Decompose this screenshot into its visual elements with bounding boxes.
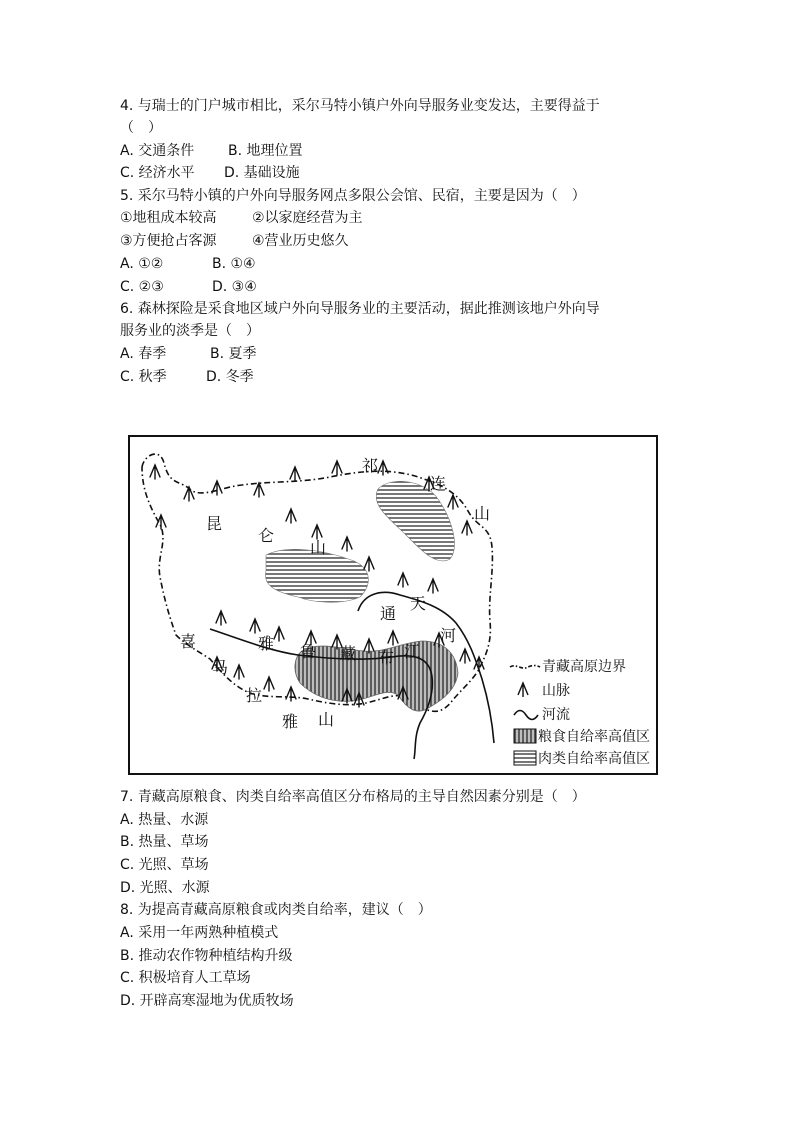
q7-stem: 7. 青藏高原粮食、肉类自给率高值区分布格局的主导自然因素分别是（ ） xyxy=(120,789,586,805)
legend-meat-label: 肉类自给率高值区 xyxy=(538,751,650,767)
q4-option-d[interactable]: D. 基础设施 xyxy=(224,165,300,181)
q6-option-d[interactable]: D. 冬季 xyxy=(206,369,254,385)
legend-grain-label: 粮食自给率高值区 xyxy=(538,729,650,745)
q7-option-b[interactable]: B. 热量、草场 xyxy=(120,834,209,850)
q7-option-d[interactable]: D. 光照、水源 xyxy=(120,880,210,896)
label-he: 河 xyxy=(440,626,457,645)
q8-stem: 8. 为提高青藏高原粮食或肉类自给率，建议（ ） xyxy=(120,902,432,918)
label-kun: 昆 xyxy=(206,514,223,533)
q6-stem-line1: 6. 森林探险是采食地区域户外向导服务业的主要活动，据此推测该地户外向导 xyxy=(120,301,600,317)
label-shan-kunlun: 山 xyxy=(310,538,327,557)
label-xi: 喜 xyxy=(180,632,197,651)
q8-option-c[interactable]: C. 积极培育人工草场 xyxy=(120,970,251,986)
legend-mountain-label: 山脉 xyxy=(542,683,570,699)
q5-statement-3: ③方便抢占客源 xyxy=(120,233,217,249)
q6-stem-line2: 服务业的淡季是（ ） xyxy=(120,323,260,339)
legend-river-label: 河流 xyxy=(542,707,570,723)
q4-blank: （ ） xyxy=(120,120,162,136)
label-zang: 藏 xyxy=(340,644,357,663)
map-legend xyxy=(510,658,650,767)
legend-mountain-icon xyxy=(518,683,528,697)
label-bu: 布 xyxy=(378,648,395,667)
label-la: 拉 xyxy=(246,686,263,705)
q8-option-b[interactable]: B. 推动农作物种植结构升级 xyxy=(120,948,293,964)
label-tong: 通 xyxy=(380,604,397,623)
label-shan-qilian: 山 xyxy=(474,504,491,523)
q6-option-a[interactable]: A. 春季 xyxy=(120,346,167,362)
label-lian: 连 xyxy=(430,474,447,493)
label-ma: 马 xyxy=(212,658,229,677)
label-ya-himalaya: 雅 xyxy=(282,712,299,731)
meat-zone-south xyxy=(295,641,458,711)
q4-option-a[interactable]: A. 交通条件 xyxy=(120,143,195,159)
legend-boundary-swatch xyxy=(510,666,540,669)
q5-stem: 5. 采尔马特小镇的户外向导服务网点多限公会馆、民宿，主要是因为（ ） xyxy=(120,188,586,204)
q7-option-c[interactable]: C. 光照、草场 xyxy=(120,857,209,873)
q6-option-c[interactable]: C. 秋季 xyxy=(120,369,167,385)
q5-statement-1: ①地租成本较高 xyxy=(120,210,217,226)
q5-option-c[interactable]: C. ②③ xyxy=(120,279,164,295)
q5-option-b[interactable]: B. ①④ xyxy=(212,256,256,272)
q7-option-a[interactable]: A. 热量、水源 xyxy=(120,812,209,828)
qinghai-tibet-map xyxy=(128,435,658,775)
q4-stem: 4. 与瑞士的门户城市相比，采尔马特小镇户外向导服务业变发达，主要得益于 xyxy=(120,98,600,114)
label-qi: 祁 xyxy=(362,456,379,475)
label-tian: 天 xyxy=(410,594,427,613)
legend-meat-swatch xyxy=(514,751,536,765)
legend-boundary-label: 青藏高原边界 xyxy=(542,659,626,675)
legend-river-icon xyxy=(514,711,538,720)
q8-option-a[interactable]: A. 采用一年两熟种植模式 xyxy=(120,925,279,941)
q5-statement-2: ②以家庭经营为主 xyxy=(252,210,363,226)
grain-zone-kunlun xyxy=(265,549,368,602)
q4-option-b[interactable]: B. 地理位置 xyxy=(228,143,303,159)
label-jiang: 江 xyxy=(404,642,421,661)
q6-option-b[interactable]: B. 夏季 xyxy=(210,346,257,362)
q8-option-d[interactable]: D. 开辟高寒湿地为优质牧场 xyxy=(120,993,294,1009)
grain-zone-qilian xyxy=(376,481,454,561)
q5-option-d[interactable]: D. ③④ xyxy=(212,279,257,295)
label-shan-himalaya: 山 xyxy=(318,710,335,729)
q5-option-a[interactable]: A. ①② xyxy=(120,256,164,272)
label-lun: 仑 xyxy=(258,526,275,545)
q5-statement-4: ④营业历史悠久 xyxy=(252,233,349,249)
legend-grain-swatch xyxy=(514,729,536,743)
q4-option-c[interactable]: C. 经济水平 xyxy=(120,165,195,181)
label-ya: 雅 xyxy=(258,634,275,653)
label-lu: 鲁 xyxy=(300,642,317,661)
